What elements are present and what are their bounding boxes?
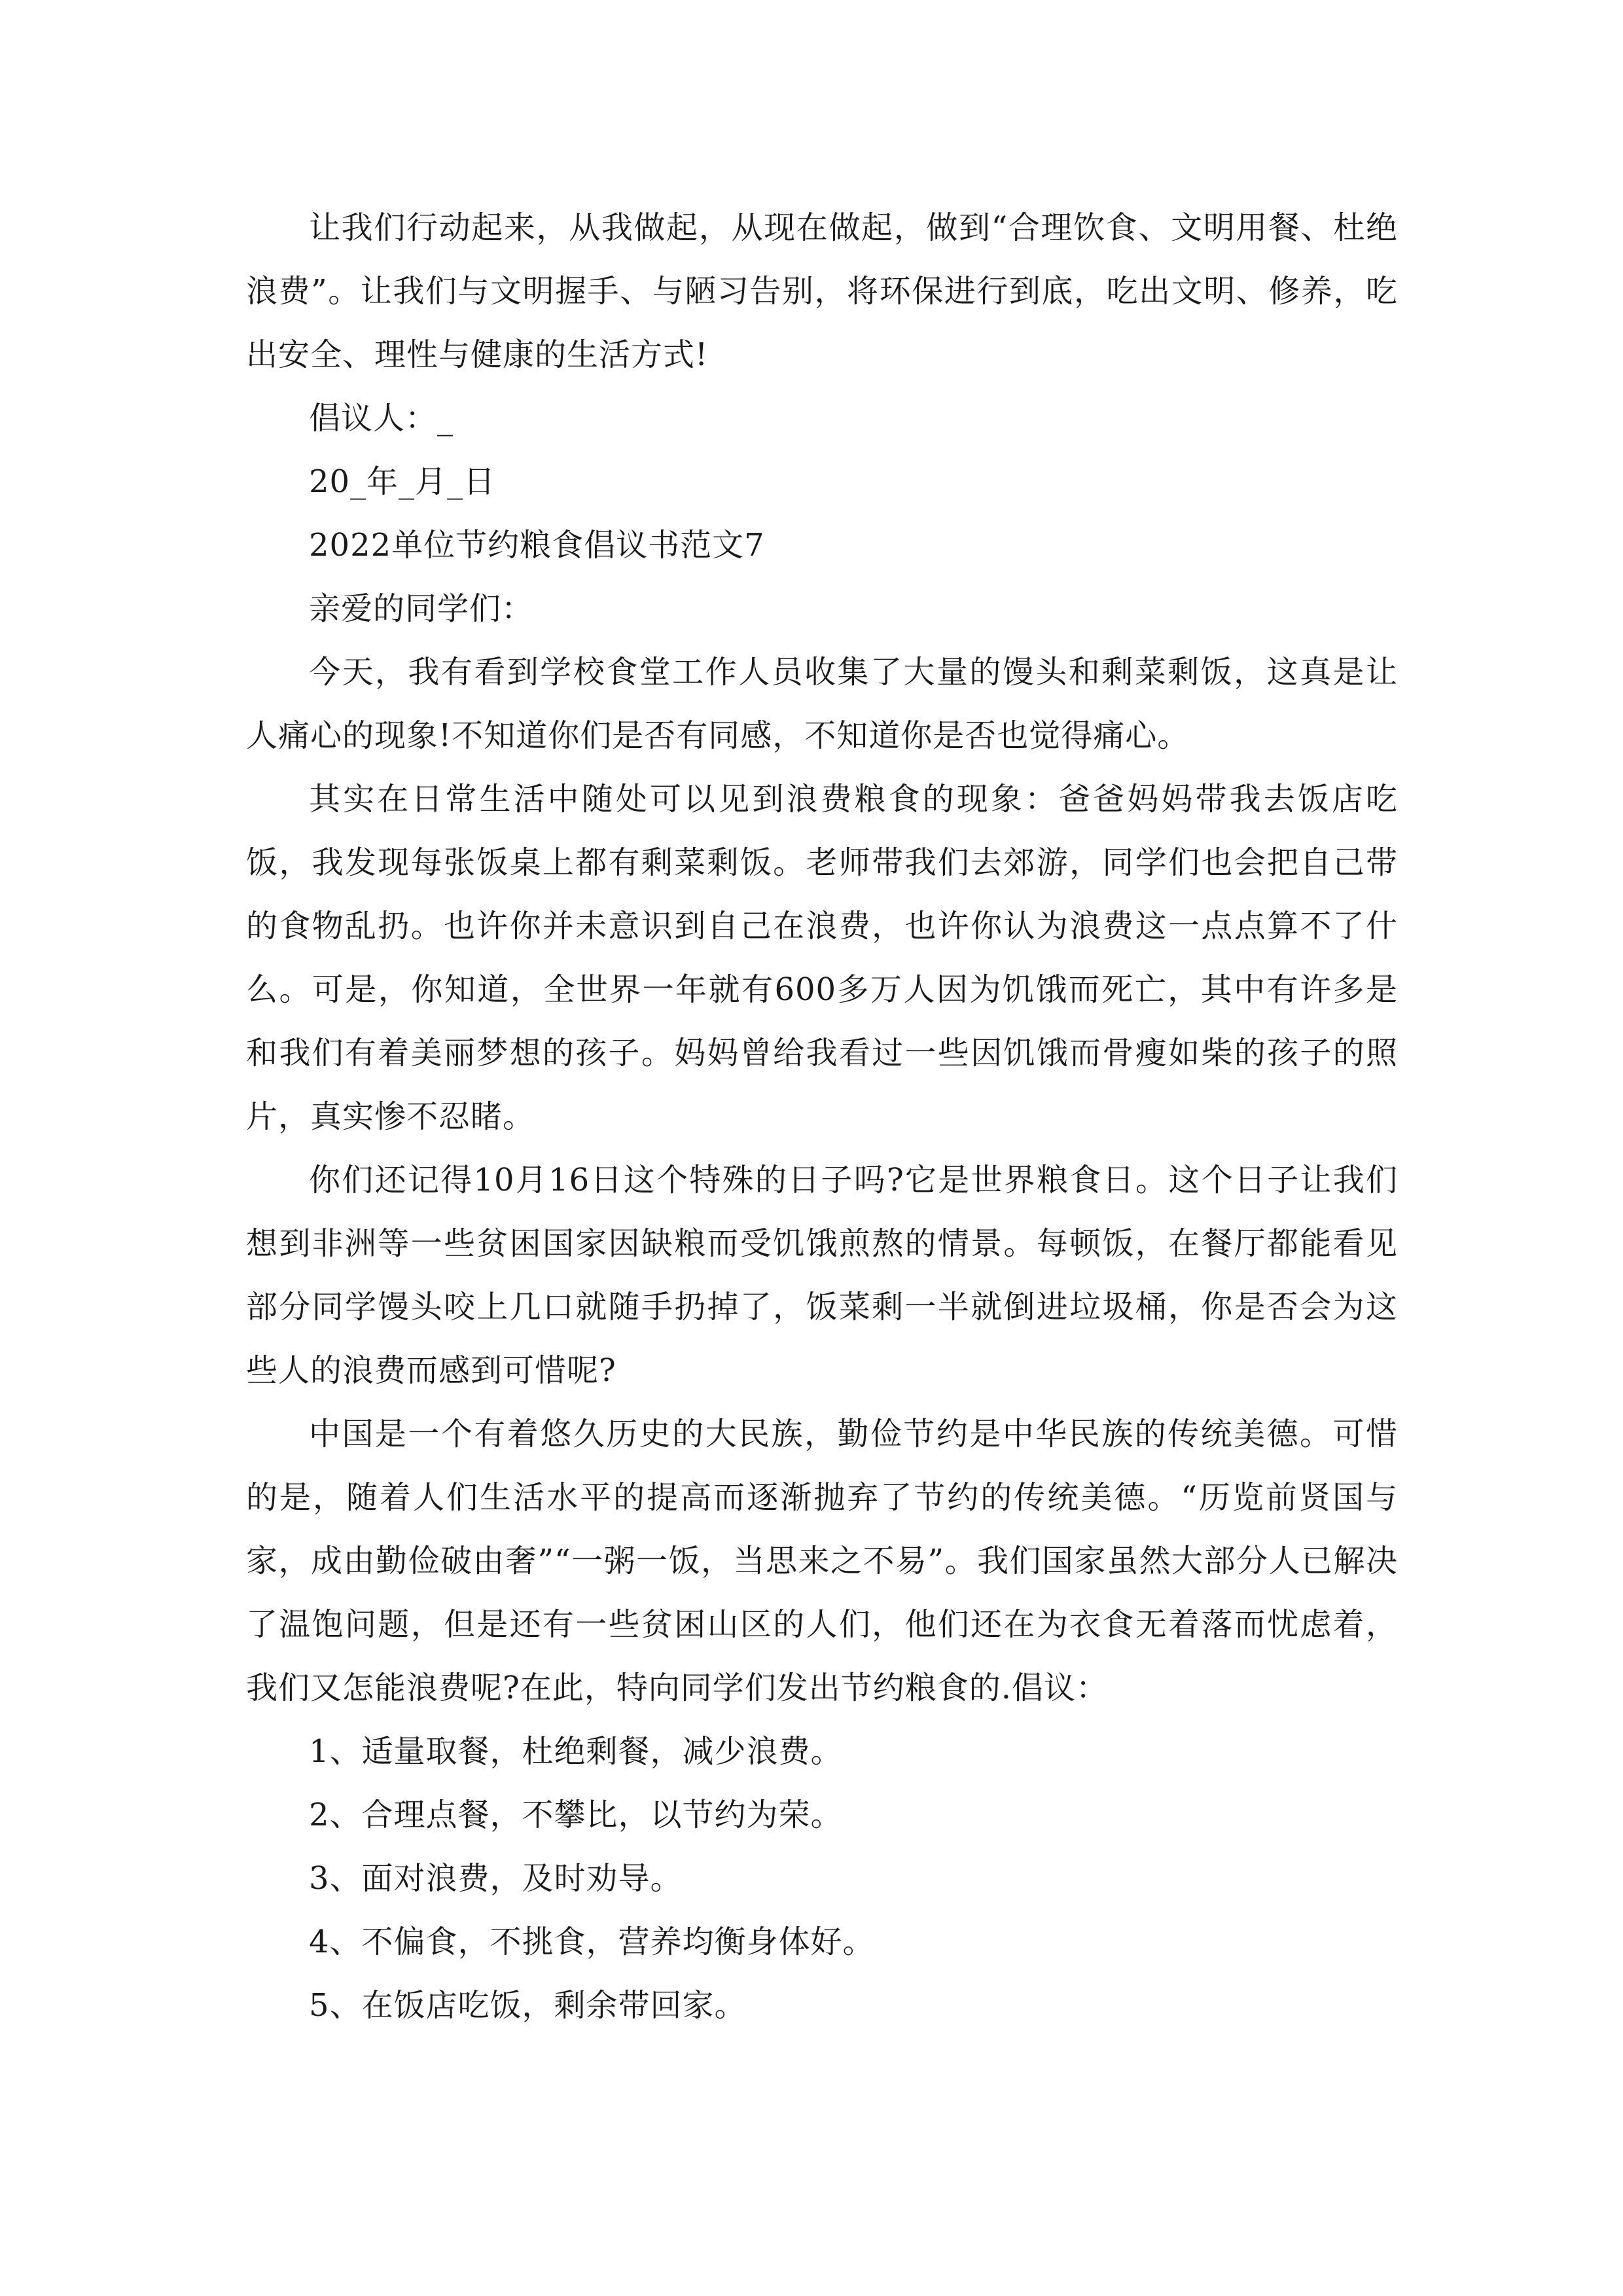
- section-title: 2022单位节约粮食倡议书范文7: [309, 527, 765, 564]
- list-item-1: 1、适量取餐，杜绝剩餐，减少浪费。: [309, 1733, 843, 1770]
- paragraph-call-to-action: 让我们行动起来，从我做起，从现在做起，做到“合理饮食、文明用餐、杜绝浪费”。让我们与文明握手、与陋习告别，将环保进行到底，吃出文明、修养，吃出安全、理性与健康的生活方式!: [246, 209, 1398, 373]
- list-item-3: 3、面对浪费，及时劝导。: [309, 1860, 683, 1897]
- paragraph-today: 今天，我有看到学校食堂工作人员收集了大量的馒头和剩菜剩饭，这真是让人痛心的现象!不知道你们是否有同感，不知道你是否也觉得痛心。: [246, 654, 1398, 754]
- list-item-5: 5、在饭店吃饭，剩余带回家。: [309, 1987, 747, 2024]
- list-item-2: 2、合理点餐，不攀比，以节约为荣。: [309, 1797, 843, 1833]
- paragraph-daily-life: 其实在日常生活中随处可以见到浪费粮食的现象：爸爸妈妈带我去饭店吃饭，我发现每张饭桌上都有剩菜剩饭。老师带我们去郊游，同学们也会把自己带的食物乱扔。也许你并未意识到自己在浪费，也许你认为浪费这一点点算不了什么。可是，你知道，全世界一年就有600多万人因为饥饿而死亡，其中有许多是和我们有着美丽梦想的孩子。妈妈曾给我看过一些因饥饿而骨瘦如柴的孩子的照片，真实惨不忍睹。: [246, 781, 1398, 1135]
- paragraph-salutation: 亲爱的同学们：: [309, 590, 534, 627]
- paragraph-date: 20_年_月_日: [309, 463, 496, 500]
- list-item-4: 4、不偏食，不挑食，营养均衡身体好。: [309, 1924, 875, 1960]
- paragraph-tradition: 中国是一个有着悠久历史的大民族，勤俭节约是中华民族的传统美德。可惜的是，随着人们生活水平的提高而逐渐抛弃了节约的传统美德。“历览前贤国与家，成由勤俭破由奢”“一粥一饭，当思来之不易”。我们国家虽然大部分人已解决了温饱问题，但是还有一些贫困山区的人们，他们还在为衣食无着落而忧虑着，我们又怎能浪费呢?在此，特向同学们发出节约粮食的.倡议：: [246, 1416, 1398, 1706]
- document-body: [246, 196, 1398, 2037]
- paragraph-food-day: 你们还记得10月16日这个特殊的日子吗?它是世界粮食日。这个日子让我们想到非洲等一些贫困国家因缺粮而受饥饿煎熬的情景。每顿饭，在餐厅都能看见部分同学馒头咬上几口就随手扔掉了，饭菜剩一半就倒进垃圾桶，你是否会为这些人的浪费而感到可惜呢?: [246, 1162, 1398, 1389]
- paragraph-initiator: 倡议人：_: [309, 400, 454, 437]
